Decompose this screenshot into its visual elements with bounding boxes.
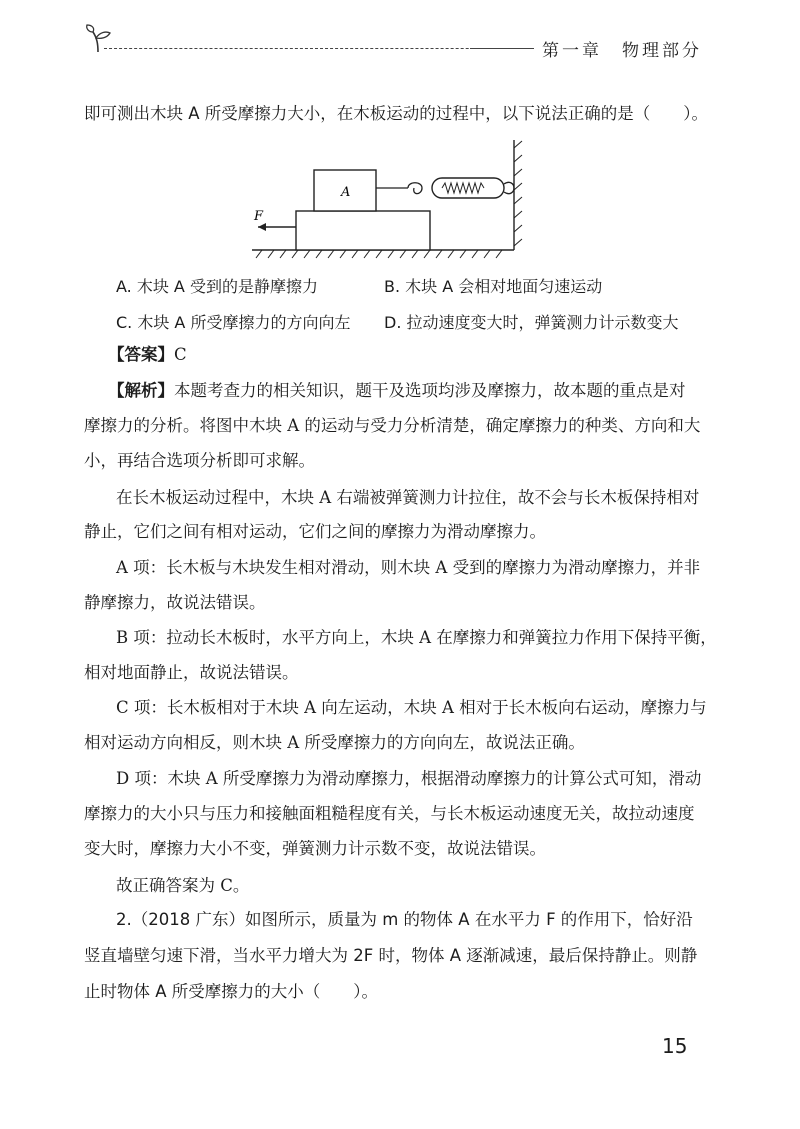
analysis-conclusion: 故正确答案为 C。 (116, 876, 250, 895)
option-a: A. 木块 A 受到的是静摩擦力 (116, 277, 318, 296)
analysis-item-b: B 项：拉动长木板时，水平方向上，木块 A 在摩擦力和弹簧拉力作用下保持平衡， (116, 628, 717, 647)
analysis-paragraph: 静止，它们之间有相对运动，它们之间的摩擦力为滑动摩擦力。 (84, 522, 546, 541)
analysis-tag: 【解析】 (108, 381, 174, 400)
analysis-item-d: 变大时，摩擦力大小不变，弹簧测力计示数不变，故说法错误。 (84, 839, 546, 858)
analysis-text: 本题考查力的相关知识，题干及选项均涉及摩擦力，故本题的重点是对 (174, 381, 686, 400)
answer-line (108, 345, 187, 365)
answer-tag: 【答案】 (108, 345, 174, 364)
analysis-item-b: 相对地面静止，故说法错误。 (84, 663, 299, 682)
question-text: 即可测出木块 A 所受摩擦力大小，在木板运动的过程中，以下说法正确的是（ ）。 (84, 104, 709, 123)
analysis-item-a: A 项：长木板与木块发生相对滑动，则木块 A 受到的摩擦力为滑动摩擦力，并非 (116, 558, 701, 577)
answer-value: C (174, 345, 187, 364)
analysis-line (108, 381, 686, 401)
sprout-icon (84, 24, 112, 54)
friction-experiment-diagram (246, 140, 536, 262)
option-b: B. 木块 A 会相对地面匀速运动 (384, 277, 603, 296)
analysis-item-c: 相对运动方向相反，则木块 A 所受摩擦力的方向向左，故说法正确。 (84, 733, 585, 752)
option-d: D. 拉动速度变大时，弹簧测力计示数变大 (384, 313, 679, 332)
page-number: 15 (662, 1034, 688, 1058)
question-2: 2.（2018 广东）如图所示，质量为 m 的物体 A 在水平力 F 的作用下，恰好沿 (116, 910, 693, 929)
analysis-text: 摩擦力的分析。将图中木块 A 的运动与受力分析清楚，确定摩擦力的种类、方向和大 (84, 416, 701, 435)
analysis-item-c: C 项：长木板相对于木块 A 向左运动，木块 A 相对于长木板向右运动，摩擦力与 (116, 698, 707, 717)
option-c: C. 木块 A 所受摩擦力的方向向左 (116, 313, 351, 332)
analysis-paragraph: 在长木板运动过程中，木块 A 右端被弹簧测力计拉住，故不会与长木板保持相对 (116, 488, 700, 507)
analysis-item-d: D 项：木块 A 所受摩擦力为滑动摩擦力，根据滑动摩擦力的计算公式可知，滑动 (116, 769, 702, 788)
header-solid-rule (470, 48, 534, 49)
analysis-item-d: 摩擦力的大小只与压力和接触面粗糙程度有关，与长木板运动速度无关，故拉动速度 (84, 804, 695, 823)
force-label: F (254, 209, 264, 224)
question-2: 竖直墙壁匀速下滑，当水平力增大为 2F 时，物体 A 逐渐减速，最后保持静止。则静 (84, 946, 698, 965)
analysis-text: 小，再结合选项分析即可求解。 (84, 451, 315, 470)
analysis-item-a: 静摩擦力，故说法错误。 (84, 593, 266, 612)
question-2: 止时物体 A 所受摩擦力的大小（ ）。 (84, 982, 379, 1001)
block-label: A (341, 185, 351, 200)
chapter-header: 第一章 物理部分 (542, 41, 702, 61)
